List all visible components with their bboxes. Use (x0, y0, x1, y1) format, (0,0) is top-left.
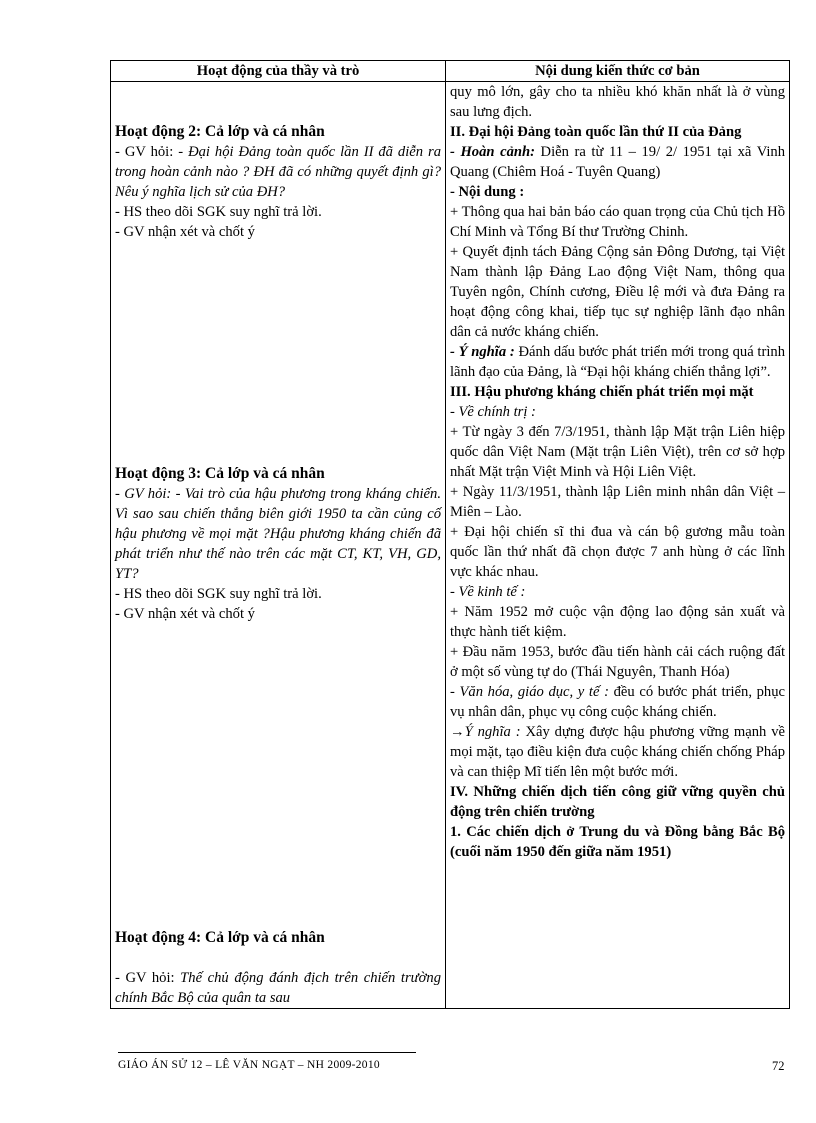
activity-2-question: - GV hỏi: - Đại hội Đảng toàn quốc lần II đã diễn ra trong hoàn cảnh nào ? ĐH đã có những quyết định gì? Nêu ý nghĩa lịch sử của ĐH? (115, 144, 441, 200)
activity-4-question: - GV hỏi: Thế chủ động đánh địch trên chiến trường chính Bắc Bộ của quân ta sau (115, 970, 441, 1006)
header-right: Nội dung kiến thức cơ bản (446, 61, 790, 82)
section-3-politics-3: + Đại hội chiến sĩ thi đua và cán bộ gương mẫu toàn quốc lần thứ nhất đã chọn được 7 anh hùng ở các lĩnh vực khác nhau. (450, 524, 785, 580)
header-left: Hoạt động của thầy và trò (111, 61, 446, 82)
section-3-politics-label: - Về chính trị : (450, 404, 536, 420)
activity-3-gv: - GV nhận xét và chốt ý (115, 606, 255, 622)
activity-3-title: Hoạt động 3: Cả lớp và cá nhân (115, 465, 325, 482)
activity-2-hs: - HS theo dõi SGK suy nghĩ trả lời. (115, 204, 322, 220)
section-4-subtitle: 1. Các chiến dịch ở Trung du và Đồng bằng Bắc Bộ (cuối năm 1950 đến giữa năm 1951) (450, 824, 785, 860)
section-3-meaning: →Ý nghĩa : Xây dựng được hậu phương vững mạnh về mọi mặt, tạo điều kiện đưa cuộc kháng chiến chống Pháp và can thiệp Mĩ tiến lên một bước mới. (450, 724, 786, 780)
section-3-economy-label: - Về kinh tế : (450, 584, 526, 600)
section-3-economy-2: + Đầu năm 1953, bước đầu tiến hành cải cách ruộng đất ở một số vùng tự do (Thái Nguyên, Thanh Hóa) (450, 644, 785, 680)
section-2-context: - Hoàn cảnh: Diễn ra từ 11 – 19/ 2/ 1951 tại xã Vinh Quang (Chiêm Hoá - Tuyên Quang) (450, 144, 786, 180)
content-column (446, 82, 790, 1009)
section-2-meaning: - Ý nghĩa : Đánh dấu bước phát triển mới trong quá trình lãnh đạo của Đảng, là “Đại hội kháng chiến thắng lợi”. (450, 344, 785, 380)
section-2-content-1: + Thông qua hai bản báo cáo quan trọng của Chủ tịch Hồ Chí Minh và Tổng Bí thư Trường Chinh. (450, 204, 785, 240)
section-3-politics-2: + Ngày 11/3/1951, thành lập Liên minh nhân dân Việt – Miên – Lào. (450, 484, 785, 520)
section-3-culture: - Văn hóa, giáo dục, y tế : đều có bước phát triển, phục vụ nhân dân, phục vụ công cuộc kháng chiến. (450, 684, 786, 720)
activity-3-question: - GV hỏi: - Vai trò của hậu phương trong kháng chiến. Vì sao sau chiến thắng biên giới 1950 ta cần củng cố hậu phương về mọi mặt ?Hậu phương kháng chiến đã phát triển như thế nào trên các mặt CT, KT, VH, GD, YT? (115, 486, 441, 582)
section-2-content-2: + Quyết định tách Đảng Cộng sản Đông Dương, tại Việt Nam thành lập Đảng Lao động Việt Nam, thông qua Tuyên ngôn, Chính cương, Điều lệ mới và đưa Đảng ra hoạt động công khai, tiếp tục sự nghiệp lãnh đạo nhân dân cả nước kháng chiến. (450, 244, 785, 340)
header-row (111, 61, 790, 82)
activity-4-title: Hoạt động 4: Cả lớp và cá nhân (115, 929, 325, 946)
lesson-table (110, 60, 790, 1009)
content-row (111, 82, 790, 1009)
section-3-title: III. Hậu phương kháng chiến phát triển mọi mặt (450, 384, 754, 400)
activity-2-gv: - GV nhận xét và chốt ý (115, 224, 255, 240)
section-1-tail: quy mô lớn, gây cho ta nhiều khó khăn nhất là ở vùng sau lưng địch. (450, 84, 785, 120)
section-4-title: IV. Những chiến dịch tiến công giữ vững quyền chủ động trên chiến trường (450, 784, 785, 820)
section-3-economy-1: + Năm 1952 mở cuộc vận động lao động sản xuất và thực hành tiết kiệm. (450, 604, 785, 640)
footer-rule (118, 1052, 416, 1053)
section-2-title: II. Đại hội Đảng toàn quốc lần thứ II của Đảng (450, 124, 742, 140)
section-2-content-label: - Nội dung : (450, 184, 525, 200)
footer-text: GIÁO ÁN SỬ 12 – LÊ VĂN NGẠT – NH 2009-2010 (118, 1059, 380, 1071)
activity-3-hs: - HS theo dõi SGK suy nghĩ trả lời. (115, 586, 322, 602)
teacher-student-column (111, 82, 446, 1009)
activity-2-title: Hoạt động 2: Cả lớp và cá nhân (115, 123, 325, 140)
section-3-politics-1: + Từ ngày 3 đến 7/3/1951, thành lập Mặt trận Liên hiệp quốc dân Việt Nam (Mặt trận Liên Việt), trên cơ sở hợp nhất Mặt trận Việt Minh và Hội Liên Việt. (450, 424, 785, 480)
page-number: 72 (772, 1059, 785, 1073)
